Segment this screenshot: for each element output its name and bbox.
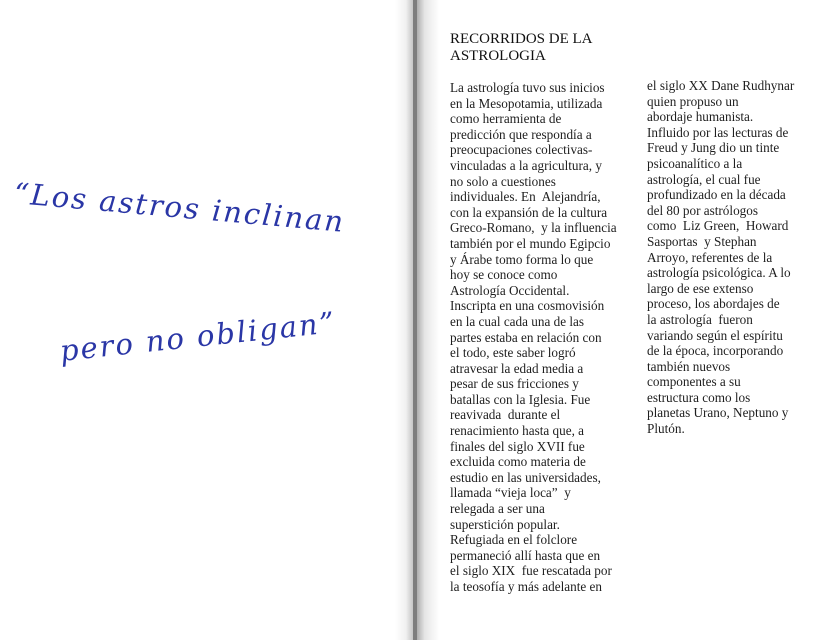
page-gutter-shadow-right bbox=[417, 0, 439, 640]
body-text-column-1: La astrología tuvo sus inicios en la Mesopotamia, utilizada como herramienta de predicción que respondía a preocupaciones colectivas- vinculadas a la agricultura, y no solo a cuestiones individuales. En Alejandría, con la expansión de la cultura Greco-Romano, y la influencia también por el mundo Egipcio y Árabe tomo forma lo que hoy se conoce como Astrología Occidental. Inscripta en una cosmovisión en la cual cada una de las partes estaba en relación con el todo, este saber logró atravesar la edad media a pesar de sus fricciones y batallas con la Iglesia. Fue reavivada durante el renacimiento hasta que, a finales del siglo XVII fue excluida como materia de estudio en las universidades, llamada “vieja loca” y relegada a ser una superstición popular. Refugiada en el folclore permaneció allí hasta que en el siglo XIX fue rescatada por la teosofía y más adelante en bbox=[450, 80, 617, 594]
left-page bbox=[0, 0, 413, 640]
right-page bbox=[417, 0, 833, 640]
handwritten-quote-line-2: pero no obligan” bbox=[58, 305, 338, 368]
body-text-column-2: el siglo XX Dane Rudhynar quien propuso un abordaje humanista. Influido por las lecturas de Freud y Jung dio un tinte psicoanalítico a la astrología, el cual fue profundizado en la década del 80 por astrólogos como Liz Green, Howard Sasportas y Stephan Arroyo, referentes de la astrología psicológica. A lo largo de ese extenso proceso, los abordajes de la astrología fueron variando según el espíritu de la época, incorporando también nuevos componentes a su estructura como los planetas Urano, Neptuno y Plutón. bbox=[647, 78, 795, 437]
article-title: RECORRIDOS DE LA ASTROLOGIA bbox=[450, 31, 593, 64]
handwritten-quote-line-1: “Los astros inclinan bbox=[12, 176, 347, 239]
page-gutter-shadow-left bbox=[395, 0, 415, 640]
